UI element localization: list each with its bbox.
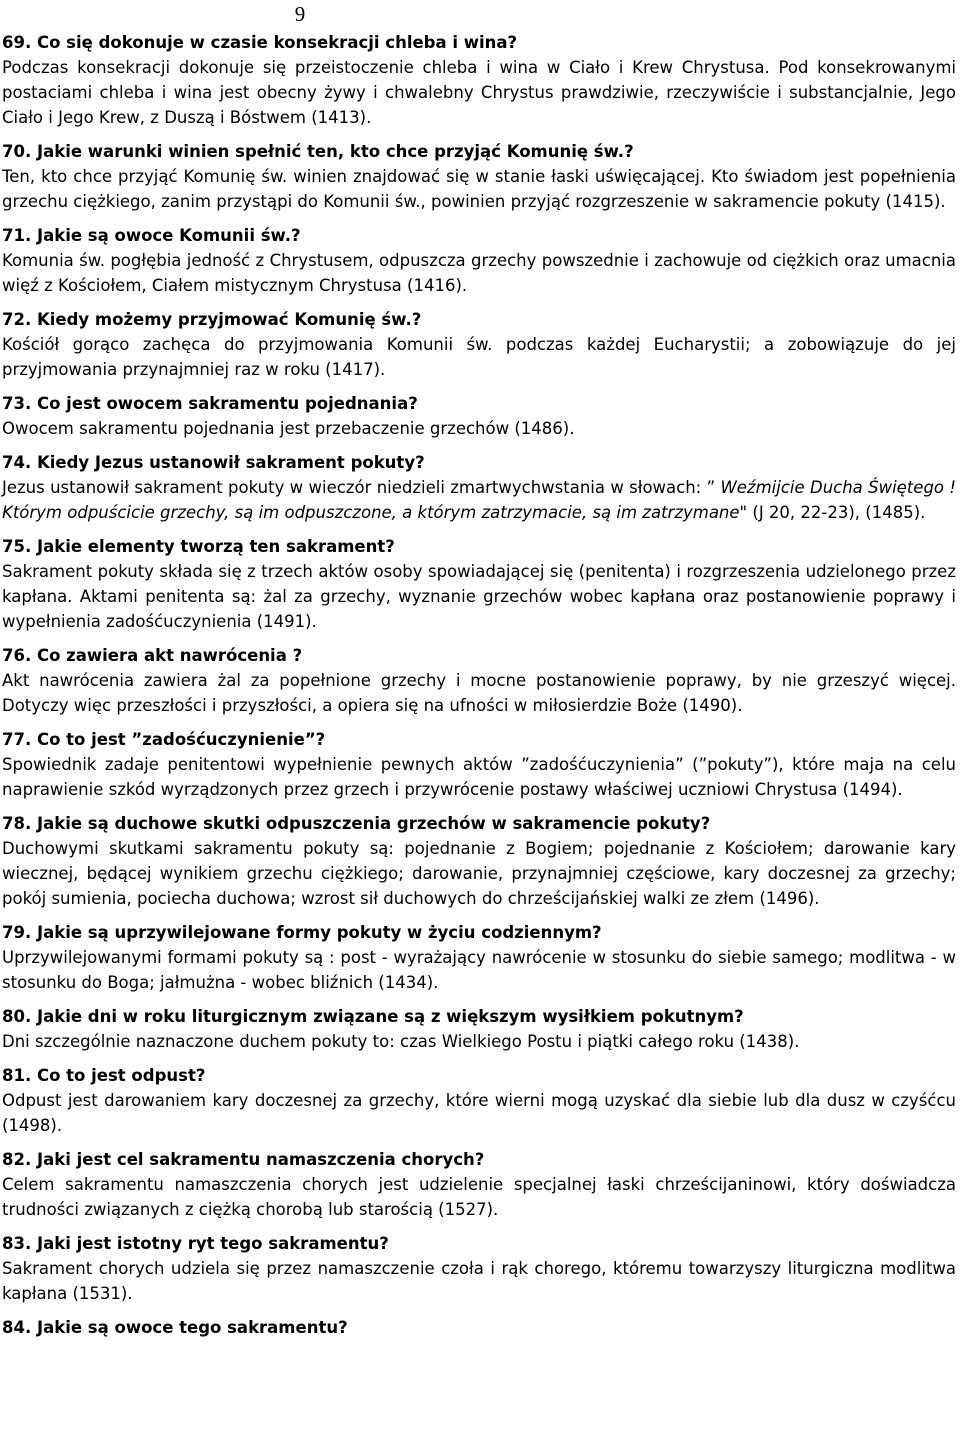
answer-79: Uprzywilejowanymi formami pokuty są : post - wyrażający nawrócenie w stosunku do siebie samego; modlitwa - w stosunku do Boga; jałmużna - wobec bliźnich (1434). xyxy=(2,948,956,992)
answer-81: Odpust jest darowaniem kary doczesnej za grzechy, które wierni mogą uzyskać dla siebie lub dla dusz w czyśćcu (1498). xyxy=(2,1091,956,1135)
question-78: 78. Jakie są duchowe skutki odpuszczenia grzechów w sakramencie pokuty? xyxy=(2,814,711,833)
answer-69: Podczas konsekracji dokonuje się przeistoczenie chleba i wina w Ciało i Krew Chrystusa. Pod konsekrowanymi postaciami chleba i wina jest obecny żywy i chwalebny Chrystus prawdziwie, rzeczywiście i substancjalnie, Jego Ciało i Jego Krew, z Duszą i Bóstwem (1413). xyxy=(2,58,956,127)
answer-71: Komunia św. pogłębia jedność z Chrystusem, odpuszcza grzechy powszednie i zachowuje od ciężkich oraz umacnia więź z Kościołem, Ciałem mistycznym Chrystusa (1416). xyxy=(2,251,956,295)
answer-77: Spowiednik zadaje penitentowi wypełnienie pewnych aktów ”zadośćuczynienia” (”pokuty”), które maja na celu naprawienie szkód wyrządzonych przez grzech i przywrócenie postawy właściwej uczniowi Chrystusa (1494). xyxy=(2,755,956,799)
qa-item-81 xyxy=(2,1063,956,1138)
page-number: 9 xyxy=(294,2,306,26)
qa-item-79 xyxy=(2,920,956,995)
qa-item-83 xyxy=(2,1231,956,1306)
question-71: 71. Jakie są owoce Komunii św.? xyxy=(2,226,301,245)
question-74: 74. Kiedy Jezus ustanowił sakrament pokuty? xyxy=(2,453,425,472)
question-72: 72. Kiedy możemy przyjmować Komunię św.? xyxy=(2,310,422,329)
question-77: 77. Co to jest ”zadośćuczynienie”? xyxy=(2,730,326,749)
qa-item-71 xyxy=(2,223,956,298)
qa-item-70 xyxy=(2,139,956,214)
qa-item-72 xyxy=(2,307,956,382)
question-81: 81. Co to jest odpust? xyxy=(2,1066,206,1085)
catechism-content xyxy=(2,30,956,1349)
answer-82: Celem sakramentu namaszczenia chorych jest udzielenie specjalnej łaski chrześcijaninowi, który doświadcza trudności związanych z ciężką chorobą lub starością (1527). xyxy=(2,1175,956,1219)
question-69: 69. Co się dokonuje w czasie konsekracji chleba i wina? xyxy=(2,33,518,52)
question-76: 76. Co zawiera akt nawrócenia ? xyxy=(2,646,303,665)
qa-item-73 xyxy=(2,391,956,441)
qa-item-69 xyxy=(2,30,956,130)
answer-74-intro: Jezus ustanowił sakrament pokuty w wieczór niedzieli zmartwychwstania w słowach: ” xyxy=(2,478,721,497)
question-80: 80. Jakie dni w roku liturgicznym związane są z większym wysiłkiem pokutnym? xyxy=(2,1007,744,1026)
answer-74-quote: Weźmijcie Ducha Świętego ! Którym odpuścicie grzechy, są im odpuszczone, a którym zatrzymacie, są im zatrzymane xyxy=(2,478,956,522)
question-70: 70. Jakie warunki winien spełnić ten, kto chce przyjąć Komunię św.? xyxy=(2,142,634,161)
answer-70: Ten, kto chce przyjąć Komunię św. winien znajdować się w stanie łaski uświęcającej. Kto świadom jest popełnienia grzechu ciężkiego, zanim przystąpi do Komunii św., powinien przyjąć rozgrzeszenie w sakramencie pokuty (1415). xyxy=(2,167,956,211)
answer-72: Kościół gorąco zachęca do przyjmowania Komunii św. podczas każdej Eucharystii; a zobowiązuje do jej przyjmowania przynajmniej raz w roku (1417). xyxy=(2,335,956,379)
answer-73: Owocem sakramentu pojednania jest przebaczenie grzechów (1486). xyxy=(2,419,575,438)
answer-74-reference: " (J 20, 22-23), (1485). xyxy=(739,503,926,522)
answer-78: Duchowymi skutkami sakramentu pokuty są: pojednanie z Bogiem; pojednanie z Kościołem; darowanie kary wiecznej, będącej wynikiem grzechu ciężkiego; darowanie, przynajmniej częściowe, kary doczesnej za grzechy; pokój sumienia, pociecha duchowa; wzrost sił duchowych do chrześcijańskiej walki ze złem (1496). xyxy=(2,839,956,908)
answer-75: Sakrament pokuty składa się z trzech aktów osoby spowiadającej się (penitenta) i rozgrzeszenia udzielonego przez kapłana. Aktami penitenta są: żal za grzechy, wyznanie grzechów wobec kapłana oraz postanowienie poprawy i wypełnienia zadośćuczynienia (1491). xyxy=(2,562,956,631)
question-82: 82. Jaki jest cel sakramentu namaszczenia chorych? xyxy=(2,1150,485,1169)
qa-item-76 xyxy=(2,643,956,718)
answer-76: Akt nawrócenia zawiera żal za popełnione grzechy i mocne postanowienie poprawy, by nie grzeszyć więcej. Dotyczy więc przeszłości i przyszłości, a opiera się na ufności w miłosierdzie Boże (1490). xyxy=(2,671,956,715)
qa-item-75 xyxy=(2,534,956,634)
answer-83: Sakrament chorych udziela się przez namaszczenie czoła i rąk chorego, któremu towarzyszy liturgiczna modlitwa kapłana (1531). xyxy=(2,1259,956,1303)
question-84: 84. Jakie są owoce tego sakramentu? xyxy=(2,1318,348,1337)
qa-item-80 xyxy=(2,1004,956,1054)
answer-74 xyxy=(2,475,956,525)
question-79: 79. Jakie są uprzywilejowane formy pokuty w życiu codziennym? xyxy=(2,923,602,942)
question-73: 73. Co jest owocem sakramentu pojednania? xyxy=(2,394,418,413)
qa-item-77 xyxy=(2,727,956,802)
qa-item-74 xyxy=(2,450,956,525)
qa-item-78 xyxy=(2,811,956,911)
question-83: 83. Jaki jest istotny ryt tego sakramentu? xyxy=(2,1234,389,1253)
question-75: 75. Jakie elementy tworzą ten sakrament? xyxy=(2,537,395,556)
qa-item-84 xyxy=(2,1315,956,1340)
qa-item-82 xyxy=(2,1147,956,1222)
answer-80: Dni szczególnie naznaczone duchem pokuty to: czas Wielkiego Postu i piątki całego roku (1438). xyxy=(2,1032,800,1051)
